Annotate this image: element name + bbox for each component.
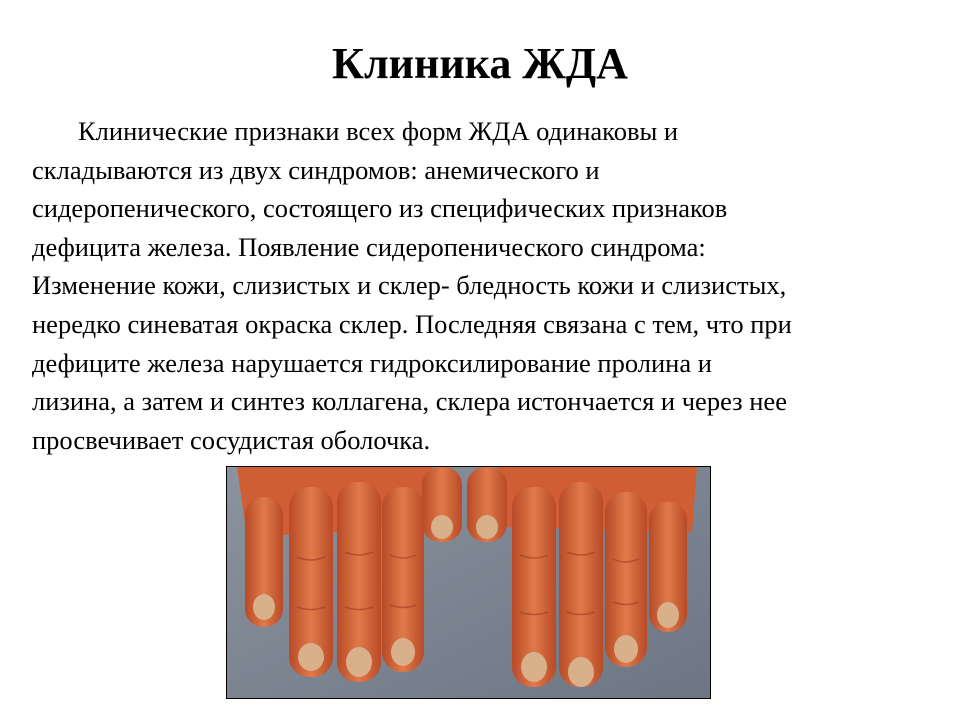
body-line: просвечивает сосудистая оболочка. bbox=[32, 424, 431, 455]
body-line: дефицита железа. Появление сидеропенического синдрома: bbox=[32, 231, 706, 262]
body-line: Изменение кожи, слизистых и склер- бледность кожи и слизистых, bbox=[32, 270, 787, 301]
body-line: лизина, а затем и синтез коллагена, склера истончается и через нее bbox=[32, 386, 787, 417]
body-line: дефиците железа нарушается гидроксилирование пролина и bbox=[32, 347, 712, 378]
body-line: складываются из двух синдромов: анемического и bbox=[32, 154, 600, 185]
body-line: нередко синеватая окраска склер. Последняя связана с тем, что при bbox=[32, 308, 792, 339]
hands-photo bbox=[226, 466, 711, 699]
slide-title: Клиника ЖДА bbox=[332, 39, 628, 88]
hands-illustration bbox=[227, 467, 710, 698]
slide-body-text bbox=[32, 112, 952, 459]
body-line: Клинические признаки всех форм ЖДА одинаковы и bbox=[78, 116, 679, 146]
body-line: сидеропенического, состоящего из специфических признаков bbox=[32, 193, 728, 224]
finger bbox=[559, 482, 603, 687]
